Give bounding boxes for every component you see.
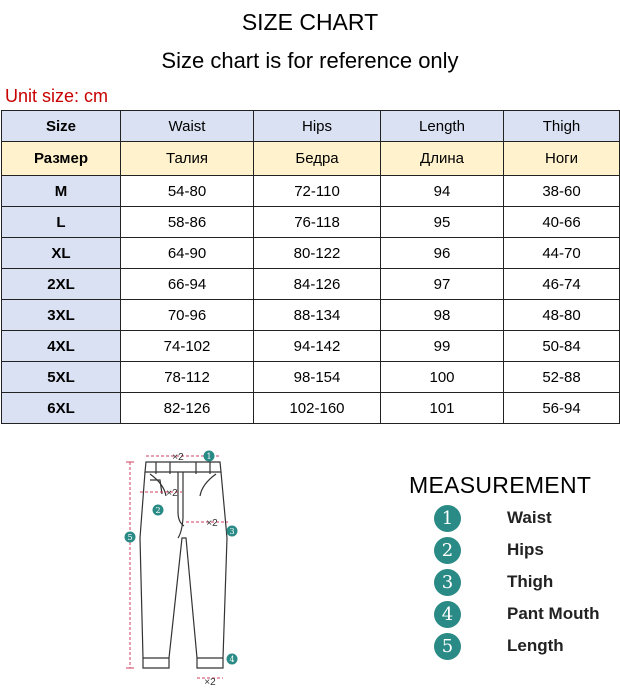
number-2-icon: 2 — [434, 537, 461, 564]
table-cell: 98 — [381, 300, 504, 331]
table-cell: 84-126 — [254, 269, 381, 300]
number-5-icon: 5 — [434, 633, 461, 660]
table-cell: 54-80 — [121, 176, 254, 207]
size-cell: 2XL — [2, 269, 121, 300]
marker-3-label: 3 — [229, 527, 235, 536]
marker-4-label: 4 — [229, 655, 235, 664]
table-row — [2, 300, 620, 331]
unit-label: Unit size: cm — [5, 86, 109, 106]
table-cell: 88-134 — [254, 300, 381, 331]
table-cell: 56-94 — [504, 393, 620, 424]
number-3-icon: 3 — [434, 569, 461, 596]
table-cell: 74-102 — [121, 331, 254, 362]
measurement-title: MEASUREMENT — [409, 472, 592, 498]
table-cell: 99 — [381, 331, 504, 362]
header-cell: Size — [2, 111, 121, 142]
header-row-russian — [2, 142, 620, 176]
table-cell: 94 — [381, 176, 504, 207]
measurement-label: Hips — [507, 540, 544, 559]
table-cell: 64-90 — [121, 238, 254, 269]
table-cell: 98-154 — [254, 362, 381, 393]
multiplier-label: ×2 — [172, 452, 184, 463]
pants-outline-icon — [140, 462, 227, 668]
measurement-label: Thigh — [507, 572, 554, 591]
table-cell: 100 — [381, 362, 504, 393]
table-cell: 52-88 — [504, 362, 620, 393]
size-cell: 5XL — [2, 362, 121, 393]
table-cell: 101 — [381, 393, 504, 424]
multiplier-label: ×2 — [166, 488, 178, 499]
size-cell: 4XL — [2, 331, 121, 362]
table-cell: 97 — [381, 269, 504, 300]
table-cell: 80-122 — [254, 238, 381, 269]
header-cell: Waist — [121, 111, 254, 142]
table-cell: 94-142 — [254, 331, 381, 362]
size-cell: 6XL — [2, 393, 121, 424]
table-row — [2, 207, 620, 238]
multiplier-label: ×2 — [206, 518, 218, 529]
table-cell: 96 — [381, 238, 504, 269]
marker-1-label: 1 — [206, 452, 212, 461]
size-cell: L — [2, 207, 121, 238]
table-row — [2, 362, 620, 393]
table-cell: 50-84 — [504, 331, 620, 362]
table-cell: 78-112 — [121, 362, 254, 393]
page-subtitle: Size chart is for reference only — [161, 48, 459, 73]
header-cell: Длина — [381, 142, 504, 176]
page-title: SIZE CHART — [241, 9, 379, 35]
table-cell: 40-66 — [504, 207, 620, 238]
table-cell: 46-74 — [504, 269, 620, 300]
size-cell: M — [2, 176, 121, 207]
number-4-icon: 4 — [434, 601, 461, 628]
header-cell: Thigh — [504, 111, 620, 142]
header-cell: Бедра — [254, 142, 381, 176]
table-row — [2, 238, 620, 269]
header-cell: Талия — [121, 142, 254, 176]
header-row-english — [2, 111, 620, 142]
table-cell: 38-60 — [504, 176, 620, 207]
table-cell: 76-118 — [254, 207, 381, 238]
measurement-label: Length — [507, 636, 564, 655]
table-cell: 82-126 — [121, 393, 254, 424]
table-cell: 48-80 — [504, 300, 620, 331]
table-row — [2, 331, 620, 362]
pants-diagram — [120, 448, 250, 688]
table-row — [2, 393, 620, 424]
marker-5-label: 5 — [127, 533, 133, 542]
header-cell: Length — [381, 111, 504, 142]
size-cell: 3XL — [2, 300, 121, 331]
table-cell: 44-70 — [504, 238, 620, 269]
table-cell: 58-86 — [121, 207, 254, 238]
header-cell: Ноги — [504, 142, 620, 176]
table-cell: 70-96 — [121, 300, 254, 331]
header-cell: Hips — [254, 111, 381, 142]
table-cell: 102-160 — [254, 393, 381, 424]
marker-2-label: 2 — [155, 506, 161, 515]
number-1-icon: 1 — [434, 505, 461, 532]
size-table — [1, 110, 620, 424]
header-cell: Размер — [2, 142, 121, 176]
table-row — [2, 269, 620, 300]
table-cell: 72-110 — [254, 176, 381, 207]
table-row — [2, 176, 620, 207]
size-cell: XL — [2, 238, 121, 269]
measurement-label: Waist — [507, 508, 552, 527]
table-cell: 66-94 — [121, 269, 254, 300]
measurement-label: Pant Mouth — [507, 604, 600, 623]
multiplier-label: ×2 — [204, 677, 216, 688]
table-cell: 95 — [381, 207, 504, 238]
